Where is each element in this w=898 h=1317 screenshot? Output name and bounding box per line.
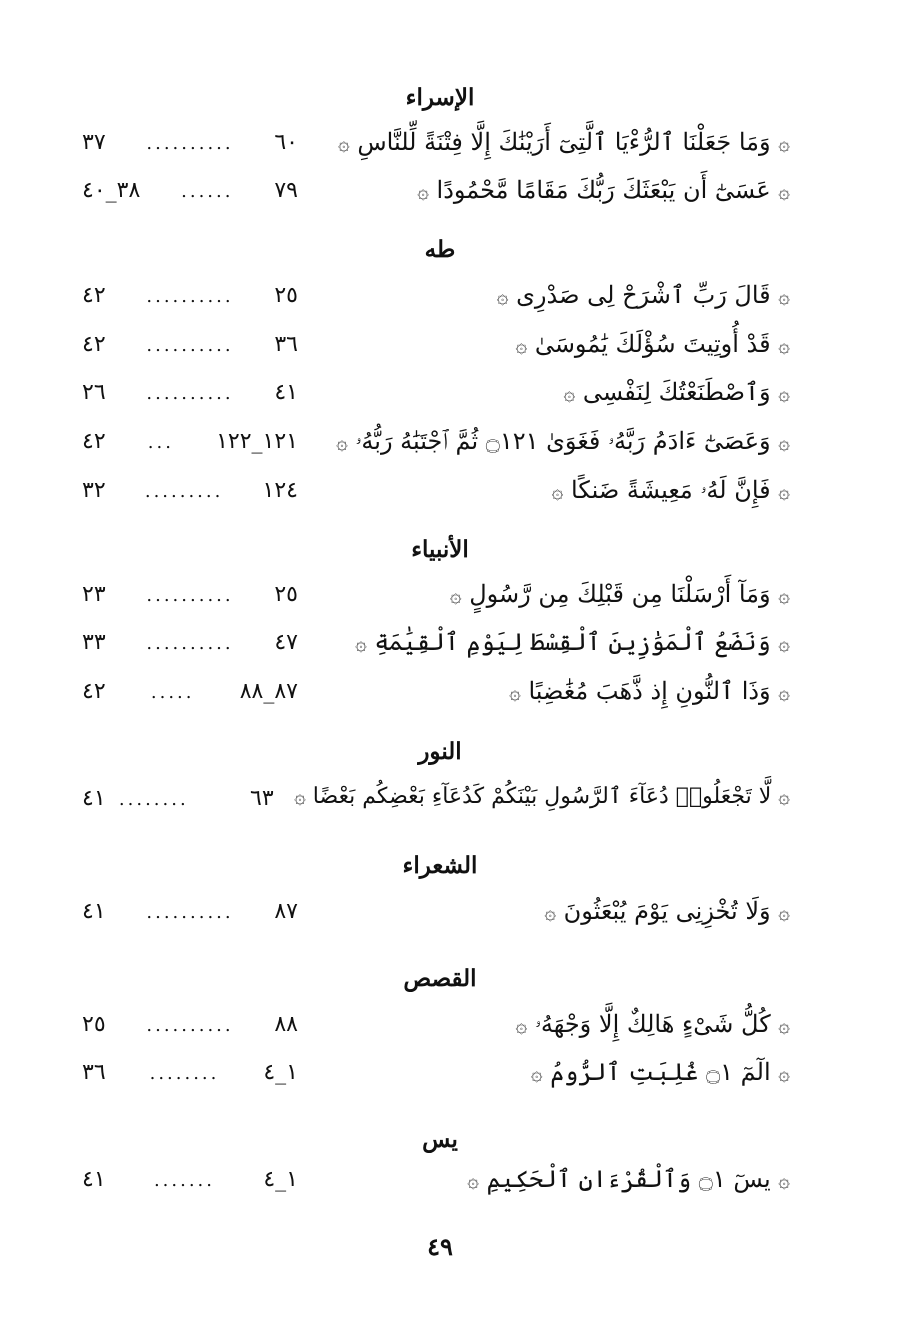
ornament-open-icon: ۞ — [778, 784, 790, 808]
page-ref: ٢٥ — [82, 1012, 106, 1037]
page-ref: ٣٢ — [82, 478, 106, 503]
index-row — [0, 427, 898, 467]
ayah-number: ٣٦ — [274, 332, 298, 357]
ayah-number: ٨٧_٨٨ — [239, 679, 298, 704]
ornament-close-icon: ۞ — [509, 680, 521, 704]
surah-heading: الأنبياء — [411, 536, 469, 563]
verse-text: ۞ عَسَىٰٓ أَن يَبْعَثَكَ رَبُّكَ مَقَامًا مَّحْمُودًا ۞ — [417, 176, 790, 204]
surah-heading: الإسراء — [405, 84, 475, 111]
ayah-number: ٨٧ — [274, 899, 298, 924]
verse-text: ۞ لَّا تَجْعَلُوا۟ دُعَآءَ ٱلرَّسُولِ بَيْنَكُمْ كَدُعَآءِ بَعْضِكُم بَعْضًا ۞ — [294, 784, 790, 809]
ornament-open-icon: ۞ — [778, 900, 790, 924]
ornament-close-icon: ۞ — [294, 784, 306, 808]
page-number: ٤٩ — [427, 1232, 453, 1261]
index-row — [0, 476, 898, 516]
verse-text: ۞ وَنَضَعُ ٱلْمَوَٰزِينَ ٱلْقِسْطَ لِيَوْمِ ٱلْقِيَٰمَةِ ۞ — [355, 628, 790, 656]
verse-text: ۞ وَلَا تُخْزِنِى يَوْمَ يُبْعَثُونَ ۞ — [544, 897, 790, 925]
ornament-open-icon: ۞ — [778, 430, 790, 454]
ornament-open-icon: ۞ — [778, 284, 790, 308]
surah-heading: النور — [418, 738, 462, 765]
reference: ٣٦ ........ ١_٤ — [82, 1060, 298, 1085]
page-ref: ٣٦ — [82, 1060, 106, 1085]
ornament-close-icon: ۞ — [336, 430, 348, 454]
page-ref: ٢٦ — [82, 380, 106, 405]
surah-heading: الشعراء — [402, 852, 478, 879]
verse-text: ۞ وَمَا جَعَلْنَا ٱلرُّءْيَا ٱلَّتِىٓ أَرَيْنَٰكَ إِلَّا فِتْنَةً لِّلنَّاسِ ۞ — [337, 128, 790, 156]
surah-heading: يس — [422, 1126, 458, 1153]
ornament-close-icon: ۞ — [515, 333, 528, 357]
verse-text: ۞ وَٱصْطَنَعْتُكَ لِنَفْسِى ۞ — [563, 378, 790, 406]
ornament-open-icon: ۞ — [778, 179, 790, 203]
ornament-close-icon: ۞ — [551, 479, 564, 503]
ornament-open-icon: ۞ — [778, 131, 790, 155]
index-row — [0, 281, 898, 321]
ornament-open-icon: ۞ — [778, 1168, 790, 1192]
page-ref: ٤٢ — [82, 283, 106, 308]
reference: ٤١ ....... ١_٤ — [82, 1167, 298, 1192]
verse-text: ۞ فَإِنَّ لَهُۥ مَعِيشَةً ضَنكًا ۞ — [551, 476, 790, 504]
page-ref: ٤١ — [82, 899, 106, 924]
ornament-open-icon: ۞ — [778, 583, 790, 607]
ayah-number: ٨٨ — [274, 1012, 298, 1037]
page-ref: ٢٣ — [82, 582, 106, 607]
ornament-close-icon: ۞ — [530, 1061, 543, 1085]
page-ref: ٣٧ — [82, 130, 106, 155]
surah-heading: طه — [424, 236, 456, 263]
page-ref: ٤١ — [82, 1167, 106, 1192]
ayah-number: ٧٩ — [274, 178, 298, 203]
verse-text: ۞ الٓمٓ ۝١ غُلِبَتِ ٱلرُّومُ ۞ — [530, 1058, 790, 1086]
ayah-number: ٦٣ — [250, 786, 274, 811]
index-row — [0, 378, 898, 418]
ayah-number: ٤١ — [274, 380, 298, 405]
verse-text: ۞ وَعَصَىٰٓ ءَادَمُ رَبَّهُۥ فَغَوَىٰ ۝١٢١ ثُمَّ ٱجْتَبَٰهُ رَبُّهُۥ ۞ — [336, 427, 790, 455]
page-ref: ٤٢ — [82, 679, 106, 704]
reference: ٣٢ ......... ١٢٤ — [82, 478, 298, 503]
page-ref: ٤٢ — [82, 332, 106, 357]
ornament-close-icon: ۞ — [496, 284, 509, 308]
verse-text: ۞ وَذَا ٱلنُّونِ إِذ ذَّهَبَ مُغَٰضِبًا ۞ — [509, 677, 790, 705]
ayah-number: ١٢١_١٢٢ — [216, 429, 298, 454]
reference: ٤٢ ... ١٢١_١٢٢ — [82, 429, 298, 454]
ornament-close-icon: ۞ — [355, 631, 367, 655]
ornament-open-icon: ۞ — [778, 333, 790, 357]
verse-text: ۞ وَمَآ أَرْسَلْنَا مِن قَبْلِكَ مِن رَّسُولٍ ۞ — [449, 580, 790, 608]
index-row — [0, 1165, 898, 1205]
index-row — [0, 1010, 898, 1050]
ornament-open-icon: ۞ — [778, 680, 790, 704]
index-row — [0, 897, 898, 937]
page-ref: ٣٣ — [82, 630, 106, 655]
reference: ٣٧ .......... ٦٠ — [82, 130, 298, 155]
ayah-number: ١_٤ — [263, 1060, 298, 1085]
ayah-number: ٦٠ — [274, 130, 298, 155]
ayah-number: ١_٤ — [263, 1167, 298, 1192]
reference: ٤٢ ..... ٨٧_٨٨ — [82, 679, 298, 704]
index-row — [0, 330, 898, 370]
ornament-close-icon: ۞ — [515, 1013, 528, 1037]
page-ref: ٤٢ — [82, 429, 106, 454]
ornament-close-icon: ۞ — [544, 900, 557, 924]
reference: ٤٢ .......... ٢٥ — [82, 283, 298, 308]
reference: ٢٥ .......... ٨٨ — [82, 1012, 298, 1037]
reference: ٣٨_٤٠ ...... ٧٩ — [82, 178, 298, 203]
reference: ٤١ ........ — [82, 786, 189, 811]
ayah-number: ٤٧ — [274, 630, 298, 655]
verse-text: ۞ قَالَ رَبِّ ٱشْرَحْ لِى صَدْرِى ۞ — [496, 281, 790, 309]
ornament-close-icon: ۞ — [467, 1168, 479, 1192]
ornament-close-icon: ۞ — [449, 583, 462, 607]
index-row — [0, 628, 898, 668]
ornament-open-icon: ۞ — [778, 1013, 790, 1037]
verse-text: ۞ كُلُّ شَىْءٍ هَالِكٌ إِلَّا وَجْهَهُۥ ۞ — [515, 1010, 790, 1038]
ayah-number: ٢٥ — [274, 283, 298, 308]
reference: ٣٣ .......... ٤٧ — [82, 630, 298, 655]
ornament-close-icon: ۞ — [417, 179, 429, 203]
ornament-open-icon: ۞ — [778, 1061, 790, 1085]
ayah-number: ١٢٤ — [262, 478, 298, 503]
index-row — [0, 580, 898, 620]
index-row — [0, 128, 898, 168]
page-ref: ٤١ — [82, 786, 106, 811]
index-row — [0, 677, 898, 717]
ornament-close-icon: ۞ — [337, 131, 350, 155]
index-row — [0, 1058, 898, 1098]
surah-heading: القصص — [403, 965, 477, 992]
index-row — [0, 176, 898, 216]
ayah-number: ٢٥ — [274, 582, 298, 607]
reference: ٢٦ .......... ٤١ — [82, 380, 298, 405]
reference: ٢٣ .......... ٢٥ — [82, 582, 298, 607]
page-ref: ٣٨_٤٠ — [82, 178, 141, 203]
reference: ٤١ .......... ٨٧ — [82, 899, 298, 924]
index-row — [0, 784, 898, 824]
reference: ٤٢ .......... ٣٦ — [82, 332, 298, 357]
ornament-close-icon: ۞ — [563, 381, 576, 405]
ornament-open-icon: ۞ — [778, 479, 790, 503]
verse-text: ۞ قَدْ أُوتِيتَ سُؤْلَكَ يَٰمُوسَىٰ ۞ — [515, 330, 790, 358]
ornament-open-icon: ۞ — [778, 631, 790, 655]
verse-text: ۞ يسٓ ۝١ وَٱلْقُرْءَانِ ٱلْحَكِيمِ ۞ — [467, 1165, 790, 1193]
ornament-open-icon: ۞ — [778, 381, 790, 405]
